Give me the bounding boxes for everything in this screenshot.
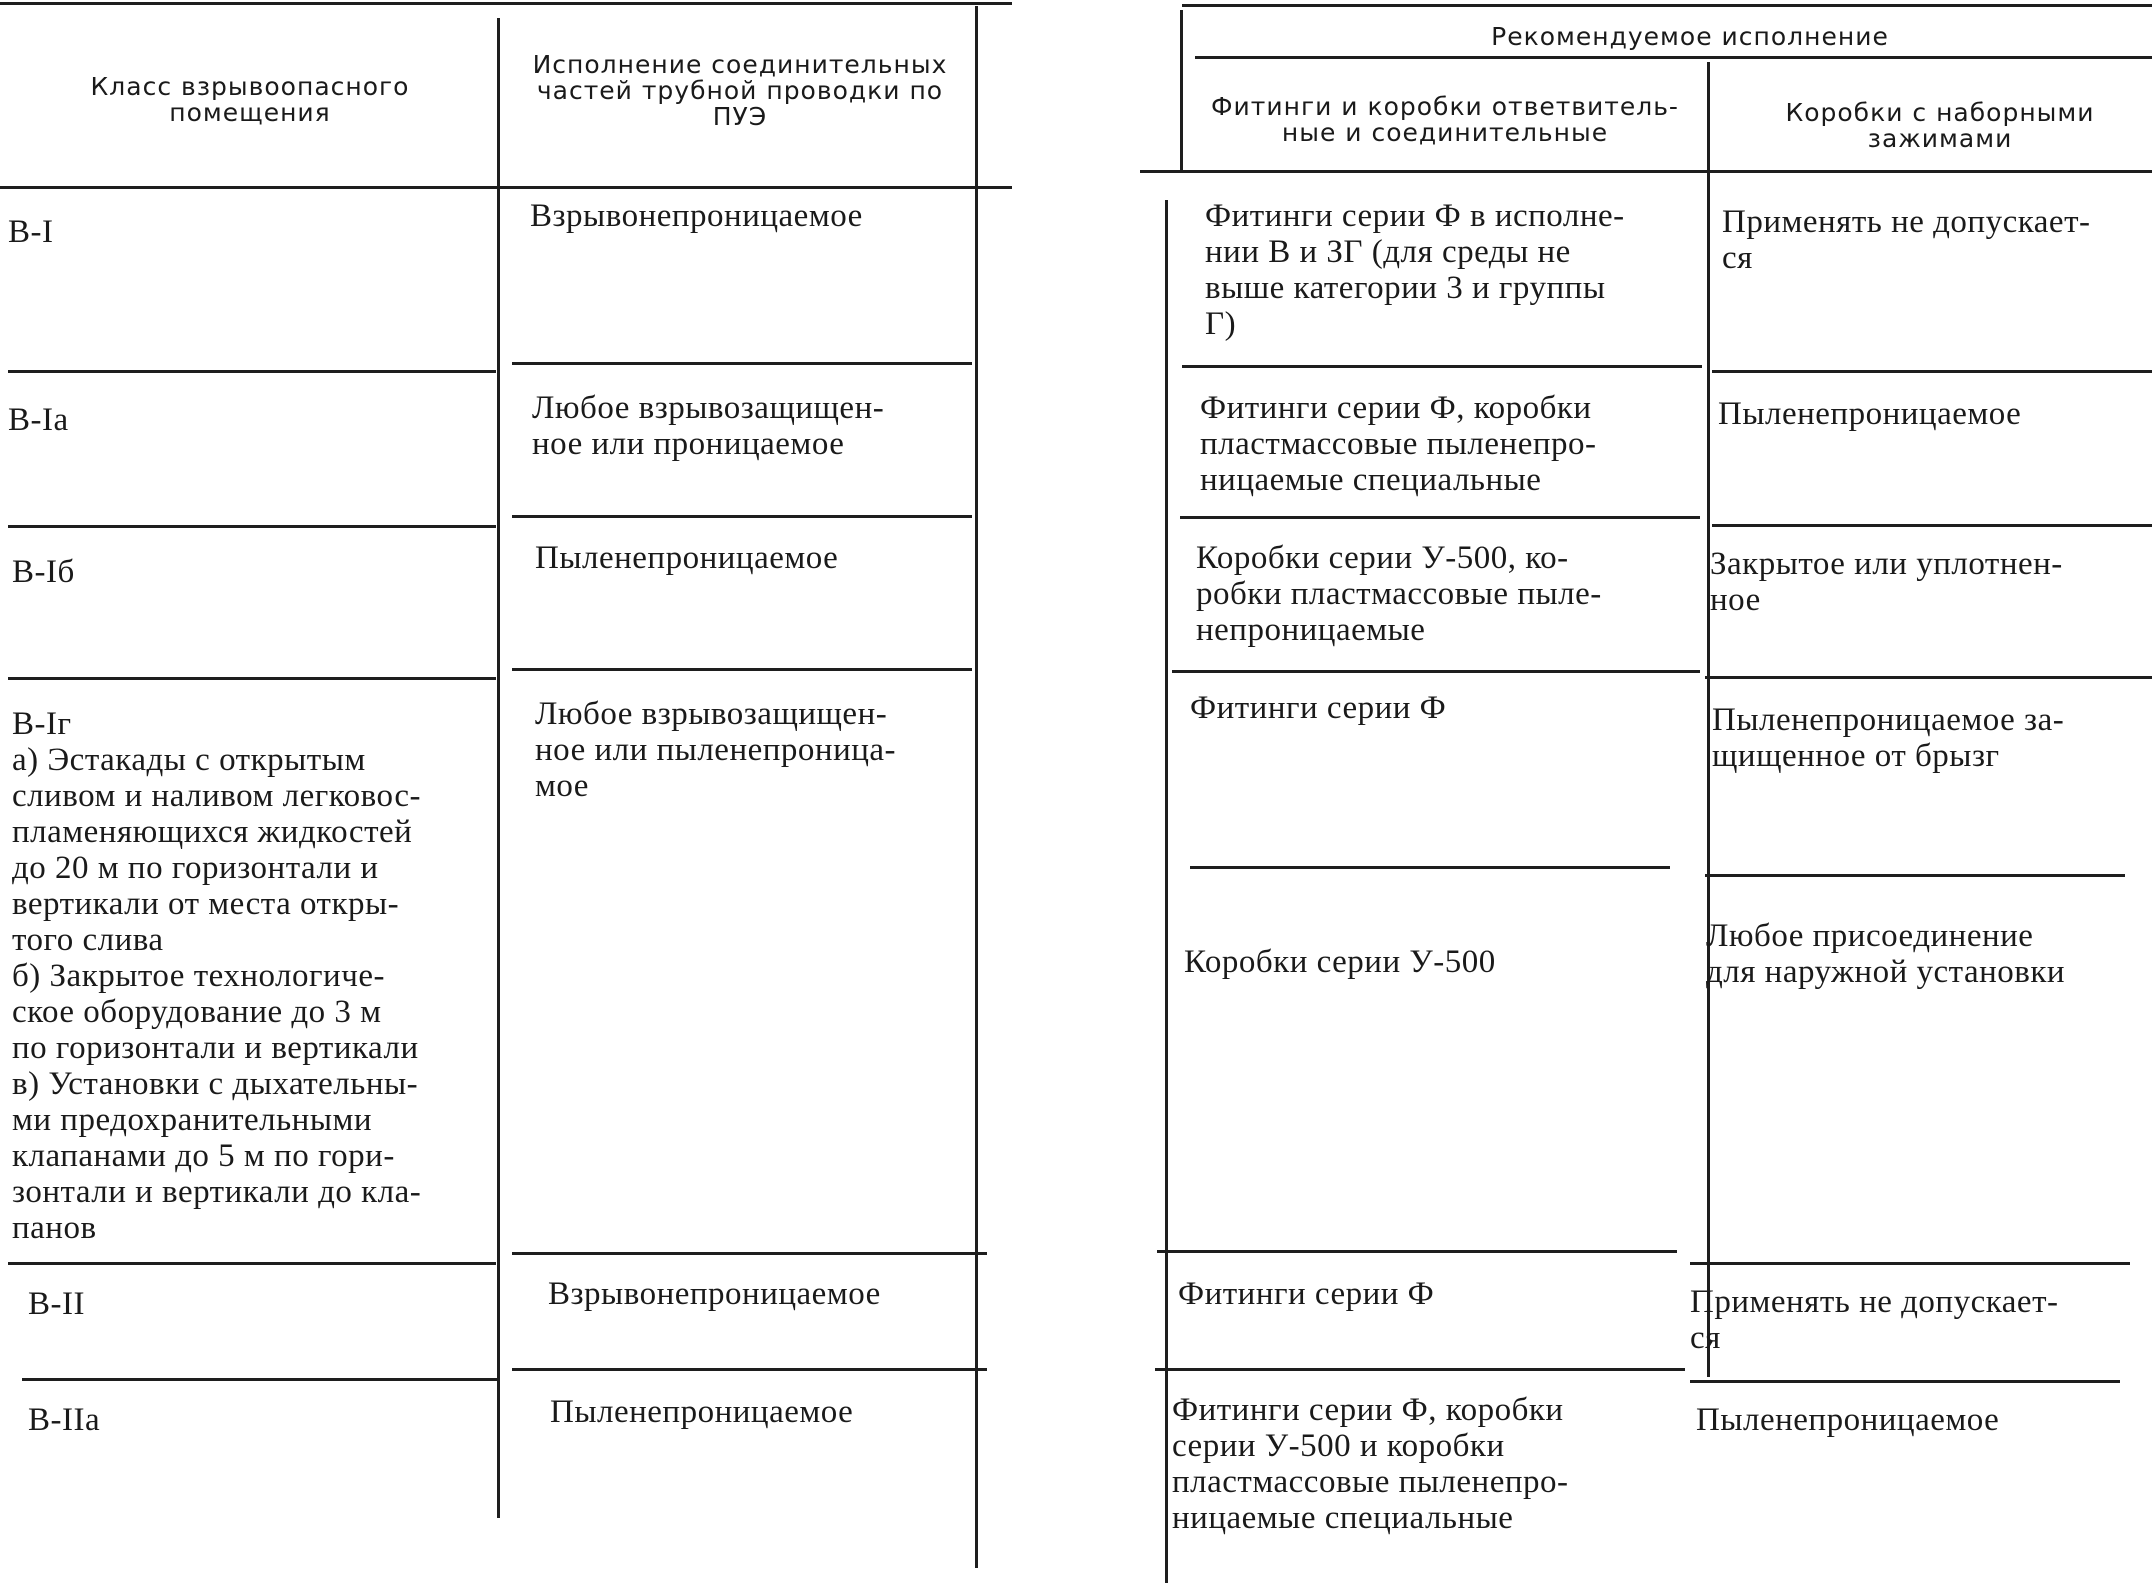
pue-cell-1: Взрывонепроницаемое [530, 198, 863, 234]
right-row-rule-5b [1690, 1262, 2130, 1265]
boxes-cell-3: Закрытое или уплотнен- ное [1710, 546, 2063, 618]
pue-cell-5: Взрывонепроницаемое [548, 1276, 881, 1312]
fittings-cell-6: Фитинги серии Ф [1178, 1276, 1435, 1312]
class-cell-3: В-Iб [12, 554, 75, 590]
fittings-cell-5: Коробки серии У-500 [1184, 944, 1496, 980]
fittings-cell-4: Фитинги серии Ф [1190, 690, 1447, 726]
right-row-rule-6a [1155, 1368, 1685, 1371]
left-row-rule-1b [512, 362, 972, 365]
class-cell-5: В-II [28, 1286, 85, 1322]
boxes-cell-1: Применять не допускает- ся [1722, 204, 2091, 276]
left-row-rule-2 [8, 525, 496, 528]
fittings-cell-3: Коробки серии У-500, ко- робки пластмассовые пыле- непроницаемые [1196, 540, 1602, 648]
fittings-cell-7: Фитинги серии Ф, коробки серии У-500 и коробки пластмассовые пыленепро- ницаемые специальные [1172, 1392, 1569, 1536]
header-pue: Исполнение соединительных частей трубной проводки по ПУЭ [532, 50, 948, 131]
right-row-rule-1b [1712, 370, 2152, 373]
left-row-rule-5b [512, 1368, 987, 1371]
left-right-border [975, 6, 978, 1568]
boxes-cell-5: Любое присоединение для наружной установки [1706, 918, 2066, 990]
header-recommended: Рекомендуемое исполнение [1491, 22, 1889, 51]
right-row-rule-5a [1157, 1250, 1677, 1253]
pue-cell-6: Пыленепроницаемое [550, 1394, 854, 1430]
left-row-rule-1 [8, 370, 496, 373]
right-header-rule [1140, 170, 2152, 173]
right-row-rule-2a [1180, 516, 1700, 519]
right-left-border [1180, 10, 1183, 170]
left-row-rule-4 [8, 1262, 496, 1265]
right-col-divider [1707, 62, 1710, 1377]
pue-cell-2: Любое взрывозащищен- ное или проницаемое [532, 390, 885, 462]
left-row-rule-3 [8, 677, 496, 680]
class-cell-6: В-IIа [28, 1402, 101, 1438]
boxes-cell-6: Применять не допускает- ся [1690, 1284, 2059, 1356]
right-row-rule-1a [1182, 365, 1702, 368]
right-left-border-body [1165, 200, 1168, 1583]
left-col-divider [497, 18, 500, 1518]
fittings-cell-1: Фитинги серии Ф в исполне- нии В и ЗГ (для среды не выше категории 3 и группы Г) [1205, 198, 1625, 342]
left-row-rule-2b [512, 515, 972, 518]
boxes-cell-4: Пыленепроницаемое за- щищенное от брызг [1712, 702, 2065, 774]
right-row-rule-4b [1705, 874, 2125, 877]
left-header-rule [0, 186, 1012, 189]
right-top-rule [1182, 4, 2152, 7]
right-row-rule-4a [1190, 866, 1670, 869]
right-row-rule-3a [1172, 670, 1700, 673]
left-row-rule-3b [512, 668, 972, 671]
header-boxes: Коробки с наборными зажимами [1785, 98, 2095, 153]
left-top-rule [0, 2, 1012, 5]
fittings-cell-2: Фитинги серии Ф, коробки пластмассовые пыленепро- ницаемые специальные [1200, 390, 1597, 498]
boxes-cell-7: Пыленепроницаемое [1696, 1402, 2000, 1438]
pue-cell-3: Пыленепроницаемое [535, 540, 839, 576]
left-row-rule-4b [512, 1252, 987, 1255]
class-cell-2: В-Iа [8, 402, 69, 438]
header-class: Класс взрывоопасного помещения [90, 72, 410, 127]
boxes-cell-2: Пыленепроницаемое [1718, 396, 2022, 432]
pue-cell-4: Любое взрывозащищен- ное или пыленепроница- мое [535, 696, 897, 804]
left-row-rule-5 [22, 1378, 498, 1381]
right-row-rule-2b [1712, 524, 2152, 527]
right-row-rule-3b [1705, 676, 2152, 679]
class-cell-1: В-I [8, 214, 54, 250]
right-recommended-rule [1195, 56, 2152, 59]
right-row-rule-6b [1690, 1380, 2120, 1383]
header-fittings: Фитинги и коробки ответвитель- ные и соединительные [1211, 92, 1679, 147]
class-cell-4: В-Iг а) Эстакады с открытым сливом и наливом легковос- пламеняющихся жидкостей до 20 м по горизонтали и вертикали от места откры- того слива б) Закрытое технологиче- ское оборудование до 3 м по горизонтали и вертикали в) Установки с дыхательны- ми предохранительными клапанами до 5 м по гори- зонтали и вертикали до кла- панов [12, 706, 422, 1246]
